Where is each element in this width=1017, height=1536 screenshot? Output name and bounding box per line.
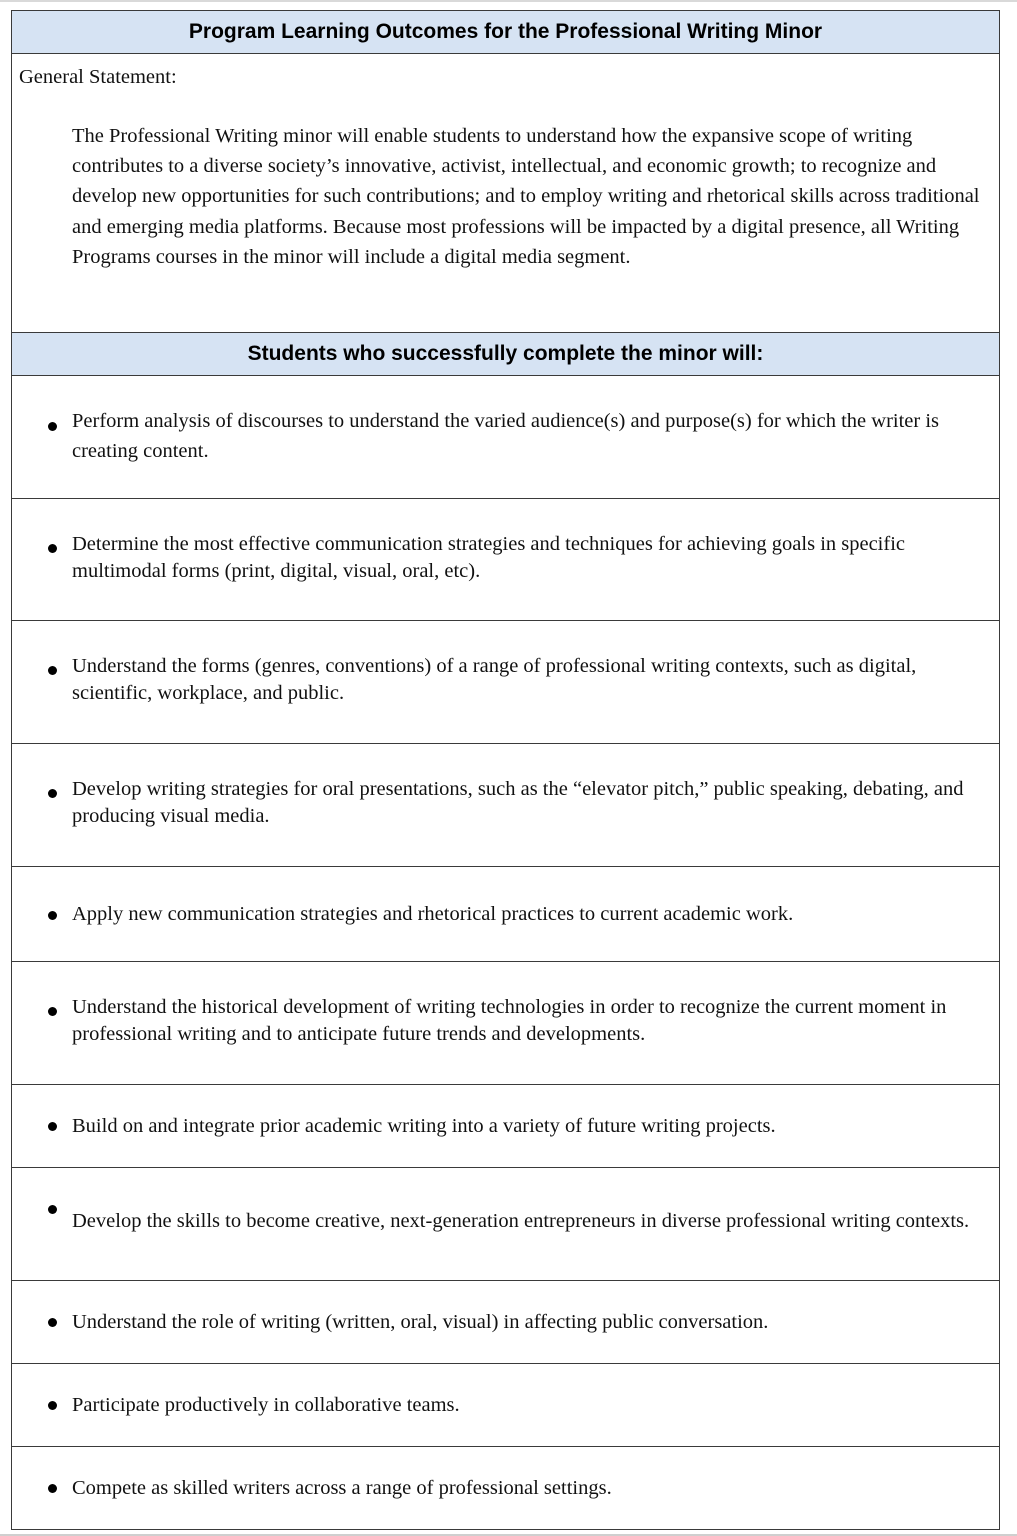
bullet-icon xyxy=(48,1484,57,1493)
general-statement-text: The Professional Writing minor will enable students to understand how the expansive scope of writing contributes to a diverse society’s innovative, activist, intellectual, and economic growth; to recognize and develop new opportunities for such contributions; and to employ writing and rhetorical skills across traditional and emerging media platforms. Because most professions will be impacted by a digital presence, all Writing Programs courses in the minor will include a digital media segment. xyxy=(72,125,980,268)
bullet-icon xyxy=(48,911,57,920)
outcome-row xyxy=(12,1447,1000,1530)
table-title: Program Learning Outcomes for the Professional Writing Minor xyxy=(12,11,1000,54)
outcome-text: Build on and integrate prior academic writing into a variety of future writing projects. xyxy=(72,1114,776,1137)
outcome-text: Compete as skilled writers across a range of professional settings. xyxy=(72,1476,612,1499)
outcome-row xyxy=(12,1168,1000,1281)
bullet-icon xyxy=(48,666,57,675)
general-statement-cell xyxy=(12,54,1000,333)
general-statement-label: General Statement: xyxy=(19,66,177,88)
outcome-row xyxy=(12,376,1000,499)
outcome-row xyxy=(12,499,1000,621)
bullet-icon xyxy=(48,544,57,553)
outcome-text: Apply new communication strategies and rhetorical practices to current academic work. xyxy=(72,902,794,925)
outcome-row xyxy=(12,621,1000,744)
bullet-icon xyxy=(48,1122,57,1131)
bullet-icon xyxy=(48,1205,57,1214)
outcome-row xyxy=(12,1085,1000,1168)
page-top-line xyxy=(0,0,1017,2)
outcome-text: Understand the forms (genres, conventions) of a range of professional writing contexts, such as digital, scientific, workplace, and public. xyxy=(72,655,917,704)
outcome-text: Understand the role of writing (written, oral, visual) in affecting public conversation. xyxy=(72,1310,769,1333)
outcome-text: Participate productively in collaborative teams. xyxy=(72,1393,460,1416)
outcome-row xyxy=(12,744,1000,867)
outcome-text: Understand the historical development of writing technologies in order to recognize the current moment in professional writing and to anticipate future trends and developments. xyxy=(72,996,947,1045)
outcome-row xyxy=(12,962,1000,1085)
outcome-text: Determine the most effective communication strategies and techniques for achieving goals in specific multimodal forms (print, digital, visual, oral, etc). xyxy=(72,532,906,582)
outcome-text: Develop writing strategies for oral presentations, such as the “elevator pitch,” public speaking, debating, and producing visual media. xyxy=(72,778,964,827)
bullet-icon xyxy=(48,1007,57,1016)
bullet-icon xyxy=(48,422,57,431)
outcome-row xyxy=(12,867,1000,962)
outcome-row xyxy=(12,1281,1000,1364)
outcome-text: Develop the skills to become creative, next-generation entrepreneurs in diverse professional writing contexts. xyxy=(72,1210,970,1232)
outcomes-header: Students who successfully complete the minor will: xyxy=(12,333,1000,376)
bullet-icon xyxy=(48,1401,57,1410)
outcome-row xyxy=(12,1364,1000,1447)
outcomes-table xyxy=(11,10,1000,1530)
bullet-icon xyxy=(48,1318,57,1327)
outcome-text: Perform analysis of discourses to understand the varied audience(s) and purpose(s) for which the writer is creating content. xyxy=(72,410,940,462)
bullet-icon xyxy=(48,789,57,798)
